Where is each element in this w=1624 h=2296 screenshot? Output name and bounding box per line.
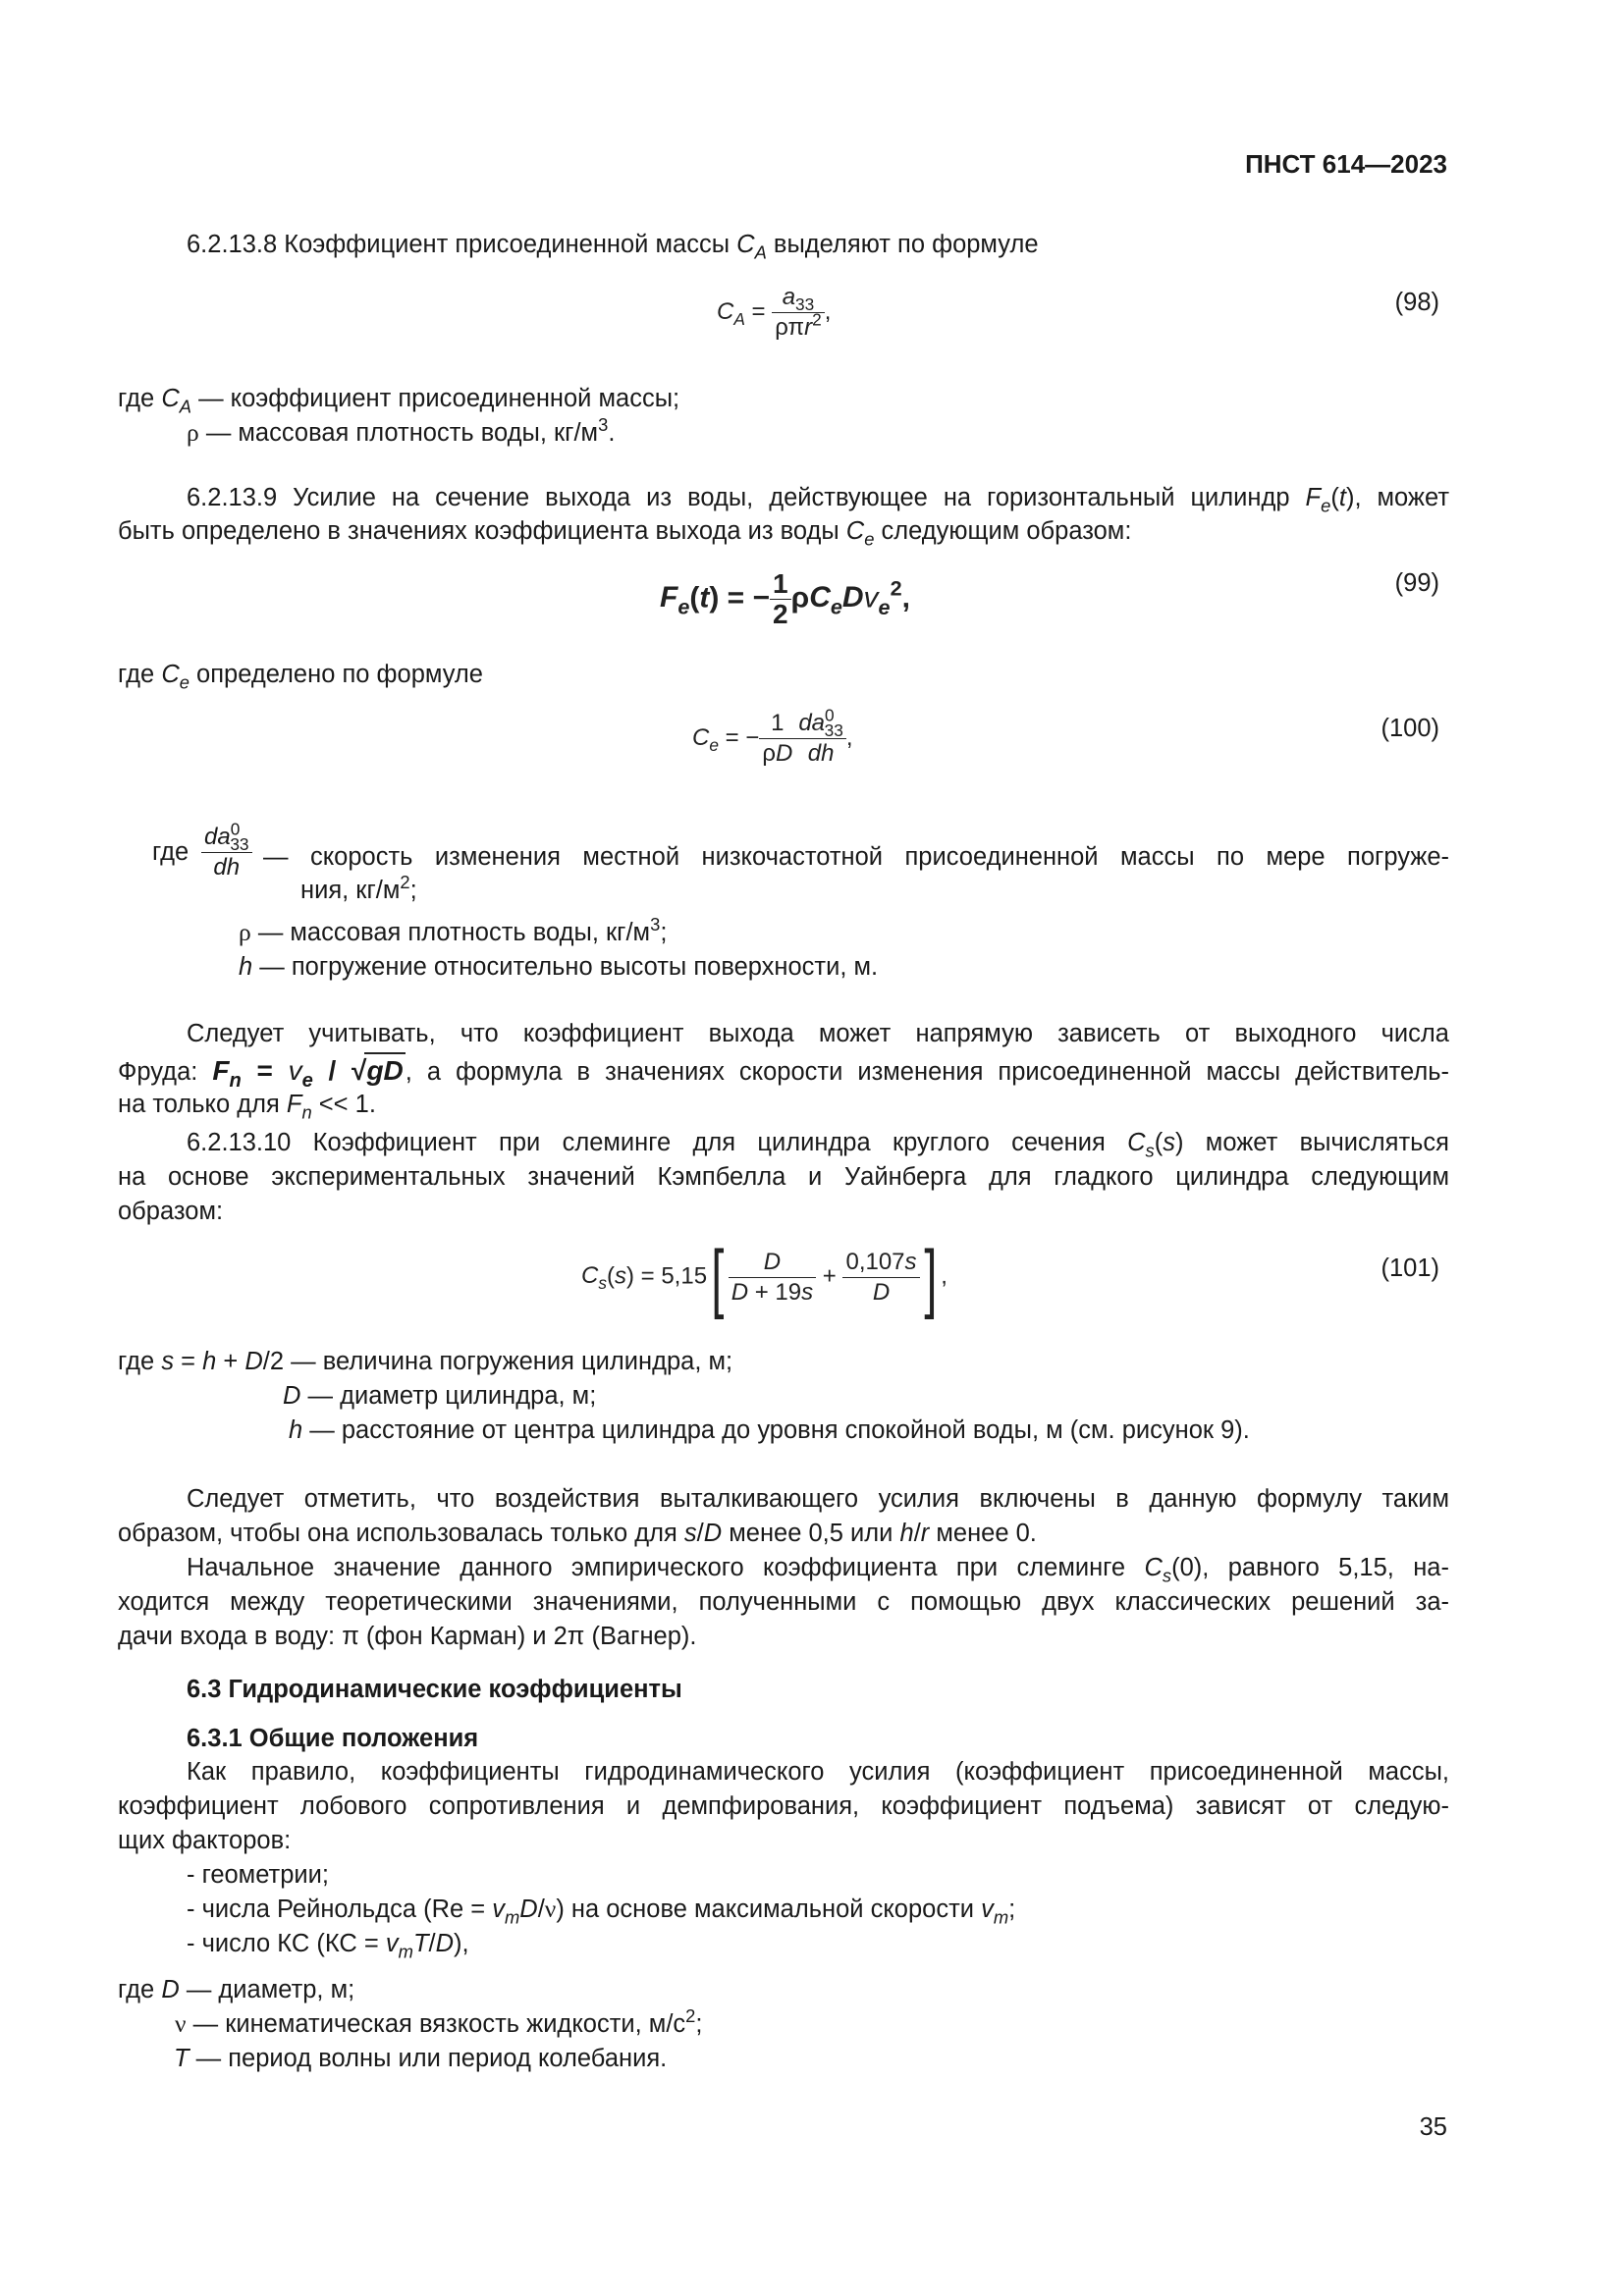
where-rho-2: ρ — массовая плотность воды, $кг/м^3$; bbox=[239, 913, 668, 946]
where-d-1: D — диаметр цилиндра, м; bbox=[283, 1382, 597, 1410]
para-6-2-13-9-line1: 6.2.13.9 Усилие на сечение выхода из воды, действующее на горизонтальный цилиндр $F_e(t)$, может bbox=[187, 484, 1449, 516]
para-buoyancy-line1: Следует отметить, что воздействия выталкивающего усилия включены в данную формулу таким bbox=[187, 1485, 1449, 1513]
where-ca: где $C_A$ — коэффициент присоединенной массы; bbox=[118, 385, 680, 417]
para-initial-value-line2: ходится между теоретическими значениями, полученными с помощью двух классических решений за- bbox=[118, 1588, 1449, 1616]
formula-100: $C_e$ = − $\frac{1}{\rho D}$ $\frac{da^0_{33}}{dh}$ , bbox=[692, 705, 853, 767]
para-general-line2: коэффициент лобового сопротивления и демпфирования, коэффициент подъема) зависят от следую- bbox=[118, 1792, 1449, 1820]
formula-101: $C_s(s) = 5,15$[ $\frac{D}{D + 19s}$ + $\frac{0,107s}{D}$ ] , bbox=[581, 1234, 947, 1320]
where-nu: ν — кинематическая вязкость жидкости, $м/с^2$; bbox=[175, 2004, 703, 2038]
para-6-2-13-10-line1: 6.2.13.10 Коэффициент при слеминге для цилиндра круглого сечения $C_s(s)$ может вычисляться bbox=[187, 1129, 1449, 1161]
subsection-heading-6-3-1: 6.3.1 Общие положения bbox=[187, 1725, 479, 1752]
list-item-reynolds: - числа Рейнольдса $(Re = v_mD/\nu)$ на основе максимальной скорости $v_m$; bbox=[187, 1895, 1016, 1928]
where-h-1: h — погружение относительно высоты поверхности, м. bbox=[239, 953, 879, 981]
para-general-line3: щих факторов: bbox=[118, 1827, 292, 1854]
equation-number-99: (99) bbox=[1394, 569, 1439, 597]
para-6-2-13-9-line2: быть определено в значениях коэффициента выхода из воды $C_e$ следующим образом: bbox=[118, 517, 1132, 550]
para-buoyancy-line2: образом, чтобы она использовалась только для s/D менее 0,5 или h/r менее 0. bbox=[118, 1520, 1037, 1547]
equation-number-101: (101) bbox=[1380, 1255, 1439, 1282]
where-da-dh-desc: — скорость изменения местной низкочастотной присоединенной массы по мере погруже- bbox=[263, 843, 1449, 871]
where-t: T — период волны или период колебания. bbox=[174, 2045, 668, 2072]
para-6-2-13-10-line3: образом: bbox=[118, 1198, 224, 1225]
document-code: ПНСТ 614—2023 bbox=[1245, 149, 1447, 179]
para-froude-line1: Следует учитывать, что коэффициент выхода может напрямую зависеть от выходного числа bbox=[187, 1020, 1449, 1047]
page-number: 35 bbox=[1419, 2113, 1447, 2141]
para-general-line1: Как правило, коэффициенты гидродинамического усилия (коэффициент присоединенной массы, bbox=[187, 1758, 1449, 1786]
list-item-kc: - число КС $(КС = v_mT/D)$, bbox=[187, 1930, 469, 1962]
where-d-2: где D — диаметр, м; bbox=[118, 1976, 355, 2003]
para-froude-line2: Фруда: $F_n = v_e / √gD$, а формула в значениях скорости изменения присоединенной массы действитель- bbox=[118, 1052, 1449, 1089]
where-da-dh-desc-2: ния, $кг/м^2$; bbox=[300, 871, 417, 904]
where-rho-1: ρ — массовая плотность воды, $кг/м^3$. bbox=[187, 413, 616, 447]
equation-number-100: (100) bbox=[1380, 715, 1439, 742]
para-initial-value-line1: Начальное значение данного эмпирического коэффициента при слеминге $C_s(0)$, равного 5,15, на- bbox=[187, 1554, 1449, 1586]
formula-99: $F_e(t)$ = − $\frac{1}{2}$ $\rho C_eDv_e^2$, bbox=[660, 568, 910, 629]
list-item-geometry: - геометрии; bbox=[187, 1861, 329, 1889]
para-6-2-13-10-line2: на основе экспериментальных значений Кэмпбелла и Уайнберга для гладкого цилиндра следующим bbox=[118, 1163, 1449, 1191]
equation-number-98: (98) bbox=[1394, 289, 1439, 316]
para-6-2-13-8: 6.2.13.8 Коэффициент присоединенной массы $C_A$ выделяют по формуле bbox=[187, 231, 1039, 263]
where-s: где s = h + D/2 — величина погружения цилиндра, м; bbox=[118, 1348, 733, 1375]
section-heading-6-3: 6.3 Гидродинамические коэффициенты bbox=[187, 1676, 682, 1703]
where-h-2: h — расстояние от центра цилиндра до уровня спокойной воды, м (см. рисунок 9). bbox=[289, 1416, 1250, 1444]
para-froude-line3: на только для $F_n << 1$. bbox=[118, 1091, 376, 1123]
where-ce: где $C_e$ определено по формуле bbox=[118, 661, 483, 693]
formula-98: $C_A$ = $\frac{a_{33}}{\rho\pi r^2}$ , bbox=[717, 284, 832, 341]
para-initial-value-line3: дачи входа в воду: π (фон Карман) и 2π (Вагнер). bbox=[118, 1623, 697, 1650]
